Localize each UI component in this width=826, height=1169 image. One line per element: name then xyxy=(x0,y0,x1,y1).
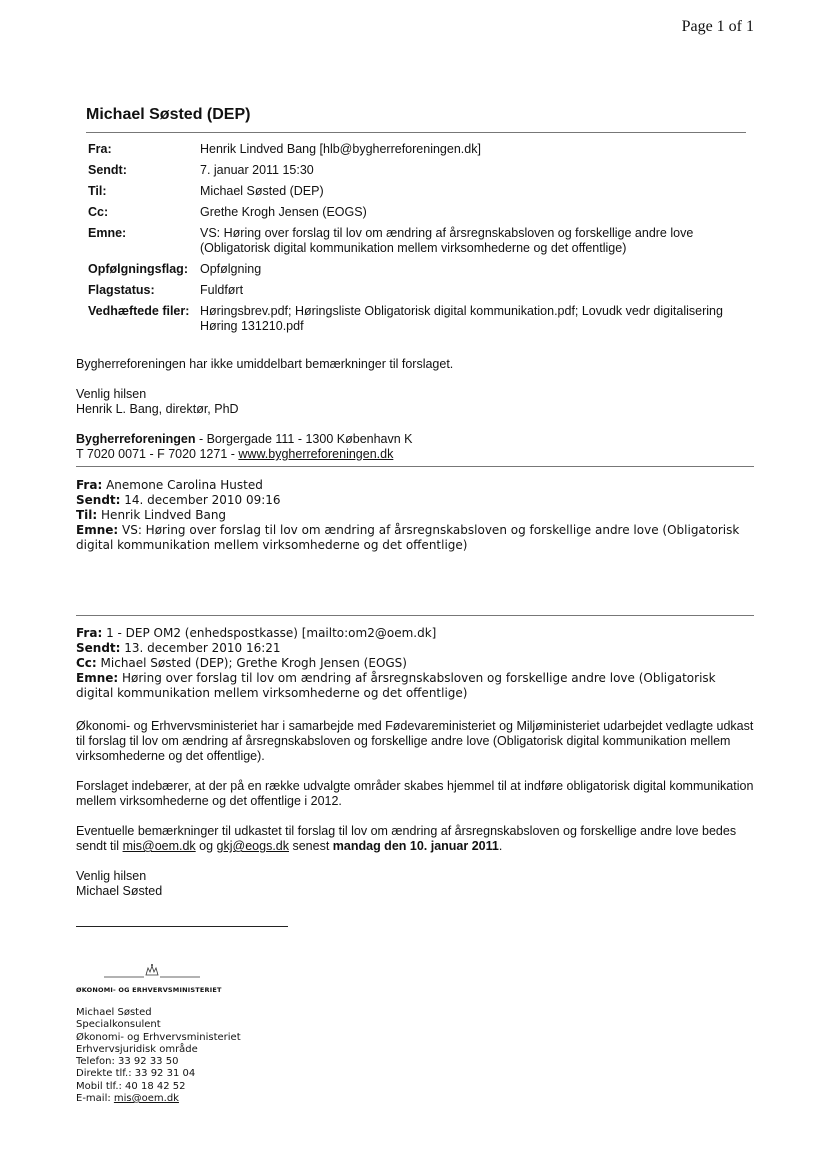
label: Til: xyxy=(76,508,98,522)
reply-signer: Henrik L. Bang, direktør, PhD xyxy=(76,402,239,416)
header-value: Grethe Krogh Jensen (EOGS) xyxy=(200,205,367,219)
header-value: VS: Høring over forslag til lov om ændring af årsregnskabsloven og forskellige andre love (Obligatorisk digital kommunikation mellem virksomhederne og det offentlige) xyxy=(200,226,694,255)
paragraph-deadline xyxy=(76,824,756,854)
label: Cc: xyxy=(76,656,97,670)
paragraph: Økonomi- og Erhvervsministeriet har i samarbejde med Fødevareministeriet og Miljøministeriet udarbejdet vedlagte udkast til forslag til lov om ændring af årsregnskabsloven og forskellige andre love (Obligatorisk digital kommunikation mellem virksomhederne og det offentlige). xyxy=(76,719,754,763)
reply-body xyxy=(76,357,756,462)
forward1-from xyxy=(76,478,756,493)
signature-email-link[interactable]: mis@oem.dk xyxy=(113,1093,179,1105)
value: 1 - DEP OM2 (enhedspostkasse) [mailto:om2@oem.dk] xyxy=(102,626,437,640)
label: Emne: xyxy=(76,523,119,537)
signature-line: Erhvervsjuridisk område xyxy=(76,1043,198,1055)
forward2-sent xyxy=(76,641,756,656)
forward1-divider xyxy=(76,466,754,467)
signature-line: Mobil tlf.: 40 18 42 52 xyxy=(76,1080,186,1092)
value: VS: Høring over forslag til lov om ændring af årsregnskabsloven og forskellige andre love (Obligatorisk digital kommunikation mellem virksomhederne og det offentlige) xyxy=(76,523,740,552)
forward1-to xyxy=(76,508,756,523)
label: Emne: xyxy=(76,671,119,685)
email-link-mis[interactable]: mis@oem.dk xyxy=(122,839,196,853)
header-label: Sendt: xyxy=(88,163,127,177)
value: Michael Søsted (DEP); Grethe Krogh Jensen (EOGS) xyxy=(96,656,407,670)
deadline: mandag den 10. januar 2011 xyxy=(332,839,499,853)
header-sent-row xyxy=(88,163,728,178)
header-attachments-row xyxy=(88,304,728,334)
forward1-sent xyxy=(76,493,756,508)
signature-line: Specialkonsulent xyxy=(76,1019,161,1031)
header-followup-flag-row xyxy=(88,262,728,277)
signature-line: Michael Søsted xyxy=(76,1007,152,1018)
header-value: Michael Søsted (DEP) xyxy=(200,184,324,198)
signature-line: Telefon: 33 92 33 50 xyxy=(76,1056,179,1068)
header-label: Til: xyxy=(88,184,107,198)
text: og xyxy=(195,839,217,853)
header-from-row xyxy=(88,142,728,157)
org-line xyxy=(76,432,756,447)
forward1-subject xyxy=(76,523,756,553)
header-label: Fra: xyxy=(88,142,112,156)
header-label: Opfølgningsflag: xyxy=(88,262,188,276)
header-value: Opfølgning xyxy=(200,262,262,276)
text: . xyxy=(498,839,503,853)
email-header xyxy=(88,142,728,340)
value: 14. december 2010 09:16 xyxy=(120,493,281,507)
org-website-link[interactable]: www.bygherreforeningen.dk xyxy=(238,447,394,461)
label: Fra: xyxy=(76,478,103,492)
value: Henrik Lindved Bang xyxy=(97,508,227,522)
forward2-from xyxy=(76,626,756,641)
forward2-divider xyxy=(76,615,754,616)
forward2-greeting: Venlig hilsen xyxy=(76,869,147,883)
label: Sendt: xyxy=(76,493,121,507)
header-label: Flagstatus: xyxy=(88,283,155,297)
header-subject-row xyxy=(88,226,728,256)
signature-line: Direkte tlf.: 33 92 31 04 xyxy=(76,1068,196,1080)
header-cc-row xyxy=(88,205,728,220)
email-link-gkj[interactable]: gkj@eogs.dk xyxy=(216,839,289,853)
attachments-list[interactable]: Høringsbrev.pdf; Høringsliste Obligatorisk digital kommunikation.pdf; Lovudk vedr digitalisering Høring 131210.pdf xyxy=(200,304,723,333)
label: Sendt: xyxy=(76,641,121,655)
forward2-body xyxy=(76,719,756,899)
header-flag-status-row xyxy=(88,283,728,298)
org-contact-line xyxy=(76,447,756,462)
ministry-logo xyxy=(76,962,236,994)
org-name: Bygherreforeningen xyxy=(76,432,196,446)
signature-line: Økonomi- og Erhvervsministeriet xyxy=(76,1031,241,1043)
forward2-header xyxy=(76,626,756,701)
crown-icon xyxy=(76,962,206,980)
label: E-mail: xyxy=(76,1093,114,1105)
text: senest xyxy=(289,839,333,853)
reply-text: Bygherreforeningen har ikke umiddelbart bemærkninger til forslaget. xyxy=(76,357,454,371)
header-value: Henrik Lindved Bang [hlb@bygherreforeningen.dk] xyxy=(200,142,481,156)
header-value: Fuldført xyxy=(200,283,244,297)
paragraph: Forslaget indebærer, at der på en række udvalgte områder skabes hjemmel til at indføre obligatorisk digital kommunikation mellem virksomhederne og det offentlige i 2012. xyxy=(76,779,754,808)
text: Eventuelle bemærkninger til udkastet til forslag til lov om ændring af årsregnskabsloven og forskellige andre love bedes sendt til xyxy=(76,824,737,853)
header-value: 7. januar 2011 15:30 xyxy=(200,163,314,177)
page-number: Page 1 of 1 xyxy=(681,18,754,35)
header-label: Emne: xyxy=(88,226,127,240)
org-address: - Borgergade 111 - 1300 København K xyxy=(195,432,413,446)
label: Fra: xyxy=(76,626,103,640)
header-label: Vedhæftede filer: xyxy=(88,304,190,318)
forward1-header xyxy=(76,478,756,553)
value: Høring over forslag til lov om ændring af årsregnskabsloven og forskellige andre love (Obligatorisk digital kommunikation mellem virksomhederne og det offentlige) xyxy=(76,671,716,700)
header-to-row xyxy=(88,184,728,199)
org-phones: T 7020 0071 - F 7020 1271 - xyxy=(76,447,239,461)
reply-greeting: Venlig hilsen xyxy=(76,387,147,401)
header-divider xyxy=(86,132,746,133)
value: 13. december 2010 16:21 xyxy=(120,641,281,655)
header-label: Cc: xyxy=(88,205,109,219)
mailbox-owner-title: Michael Søsted (DEP) xyxy=(86,106,251,123)
forward2-subject xyxy=(76,671,756,701)
signature-email-line xyxy=(76,1093,241,1105)
signature-divider xyxy=(76,926,288,927)
forward2-cc xyxy=(76,656,756,671)
signature-block xyxy=(76,1007,241,1105)
value: Anemone Carolina Husted xyxy=(102,478,263,492)
forward2-signer: Michael Søsted xyxy=(76,884,163,898)
logo-text: ØKONOMI- OG ERHVERVSMINISTERIET xyxy=(76,986,222,994)
